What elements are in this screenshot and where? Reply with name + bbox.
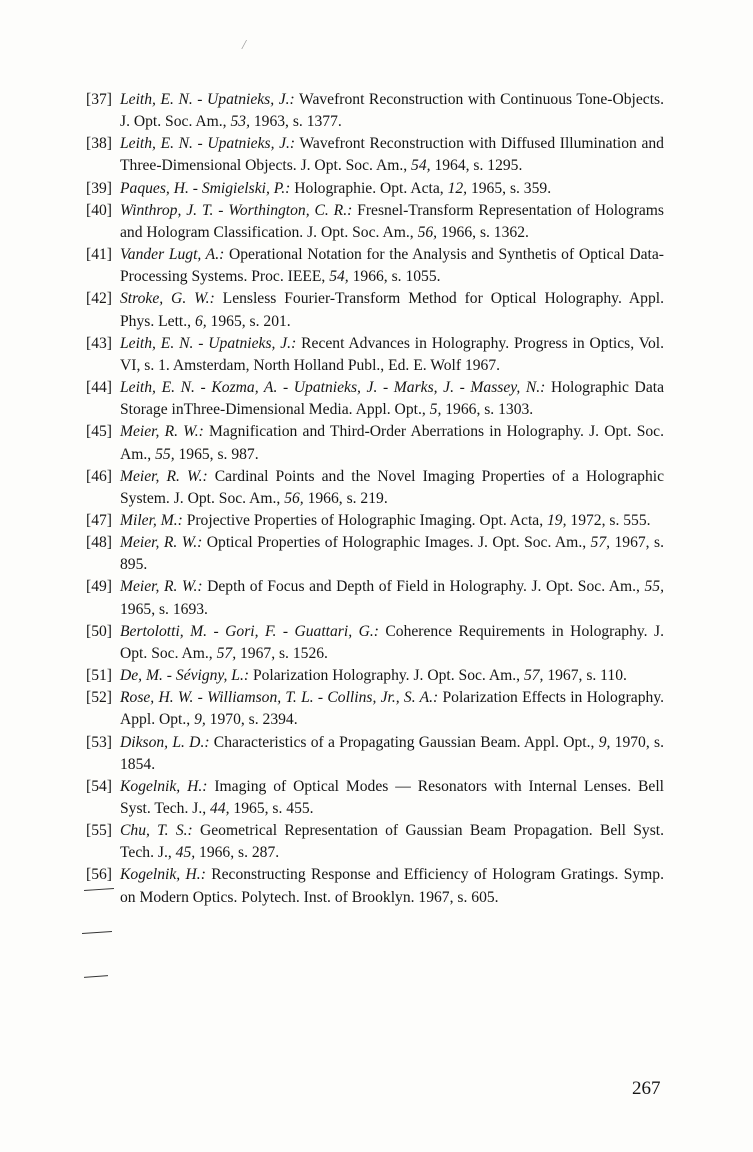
reference-number: [42] — [86, 290, 112, 308]
reference-volume: 12, — [447, 179, 468, 197]
reference-number: [53] — [86, 733, 112, 751]
reference-year-page: 1966, s. 287. — [195, 844, 280, 862]
reference-authors: Bertolotti, M. - Gori, F. - Guattari, G.: — [120, 622, 379, 640]
reference-volume: 54, — [329, 268, 349, 286]
reference-volume: 55, — [644, 578, 664, 596]
reference-title: Polarization Effects in Holography. Appl. Opt., — [120, 689, 664, 729]
reference-authors: Leith, E. N. - Kozma, A. - Upatnieks, J. - Marks, J. - Massey, N.: — [120, 379, 546, 397]
reference-entry — [86, 133, 664, 177]
reference-title: Imaging of Optical Modes — Resonators with Internal Lenses. Bell Syst. Tech. J., — [120, 777, 664, 817]
reference-title: Holographie. Opt. Acta, — [290, 179, 448, 197]
reference-title: Reconstructing Response and Efficiency of Hologram Gratings. Symp. on Modern Optics. Polytech. Inst. of Brooklyn. 1967, s. 605. — [120, 866, 664, 906]
reference-entry — [86, 377, 664, 421]
reference-volume: 57, — [523, 667, 544, 685]
pencil-underline-54 — [82, 931, 112, 934]
reference-entry — [86, 532, 664, 576]
reference-year-page: 1963, s. 1377. — [249, 113, 342, 131]
reference-entry — [86, 466, 664, 510]
reference-authors: Paques, H. - Smigielski, P.: — [120, 179, 291, 197]
reference-entry — [86, 864, 664, 908]
pencil-underline-55 — [84, 975, 108, 978]
reference-volume: 44, — [210, 800, 230, 817]
reference-volume: 57, — [590, 534, 611, 552]
reference-entry — [86, 244, 664, 288]
reference-year-page: 1964, s. 1295. — [430, 157, 523, 175]
reference-year-page: 1965, s. 455. — [229, 800, 314, 817]
reference-title: Optical Properties of Holographic Images. J. Opt. Soc. Am., — [202, 534, 591, 552]
reference-number: [46] — [86, 467, 112, 485]
reference-year-page: 1965, s. 359. — [467, 179, 552, 197]
reference-title: Coherence Requirements in Holography. J. Opt. Soc. Am., — [120, 622, 664, 662]
reference-number: [51] — [86, 667, 112, 685]
reference-authors: Dikson, L. D.: — [120, 733, 210, 751]
reference-entry — [86, 621, 664, 665]
reference-entry — [86, 178, 664, 200]
reference-volume: 56, — [417, 223, 438, 241]
reference-year-page: 1970, s. 1854. — [120, 733, 664, 773]
reference-entry — [86, 421, 664, 465]
reference-entry — [86, 820, 664, 864]
reference-title: Polarization Holography. J. Opt. Soc. Am., — [249, 667, 524, 685]
reference-title: Cardinal Points and the Novel Imaging Properties of a Holographic System. J. Opt. Soc. Am., — [120, 467, 665, 507]
reference-authors: Kogelnik, H.: — [120, 777, 208, 795]
reference-entry — [86, 576, 664, 620]
stray-pencil-mark: / — [242, 38, 246, 53]
reference-authors: Leith, E. N. - Upatnieks, J.: — [120, 334, 297, 352]
reference-year-page: 1966, s. 1303. — [441, 401, 534, 419]
reference-authors: Leith, E. N. - Upatnieks, J.: — [120, 135, 296, 153]
reference-authors: Meier, R. W.: — [120, 467, 208, 485]
reference-entry — [86, 776, 664, 820]
reference-number: [56] — [86, 866, 112, 884]
reference-number: [43] — [86, 334, 112, 352]
reference-year-page: 1972, s. 555. — [566, 511, 651, 529]
reference-number: [50] — [86, 622, 112, 640]
reference-title: Depth of Focus and Depth of Field in Holography. J. Opt. Soc. Am., — [202, 578, 645, 596]
reference-title: Lensless Fourier-Transform Method for Optical Holography. Appl. Phys. Lett., — [120, 290, 664, 330]
reference-title: Operational Notation for the Analysis and Synthetis of Optical Data-Processing Systems. Proc. IEEE, — [120, 246, 664, 286]
reference-volume: 53, — [230, 113, 250, 131]
reference-number: [37] — [86, 91, 112, 108]
reference-number: [40] — [86, 201, 112, 219]
reference-year-page: 1965, s. 201. — [206, 312, 291, 330]
reference-authors: Leith, E. N. - Upatnieks, J.: — [120, 91, 295, 108]
reference-title: Wavefront Reconstruction with Diffused Illumination and Three-Dimensional Objects. J. Opt. Soc. Am., — [120, 135, 664, 175]
reference-title: Geometrical Representation of Gaussian Beam Propagation. Bell Syst. Tech. J., — [120, 822, 664, 862]
reference-authors: Rose, H. W. - Williamson, T. L. - Collins, Jr., S. A.: — [120, 689, 439, 707]
reference-number: [55] — [86, 822, 112, 840]
reference-entry — [86, 687, 664, 731]
reference-number: [52] — [86, 689, 112, 707]
reference-year-page: 1965, s. 987. — [174, 445, 259, 463]
reference-authors: Chu, T. S.: — [120, 822, 193, 840]
reference-entry — [86, 665, 664, 687]
reference-year-page: 1966, s. 219. — [303, 489, 388, 507]
reference-authors: Meier, R. W.: — [120, 534, 203, 552]
reference-title: Magnification and Third-Order Aberrations in Holography. J. Opt. Soc. Am., — [120, 423, 664, 463]
reference-number: [38] — [86, 135, 112, 153]
reference-number: [48] — [86, 534, 112, 552]
reference-volume: 5, — [429, 401, 442, 419]
reference-number: [47] — [86, 511, 112, 529]
reference-number: [44] — [86, 379, 112, 397]
reference-entry — [86, 732, 664, 776]
reference-volume: 9, — [194, 711, 206, 729]
reference-number: [54] — [86, 777, 112, 795]
reference-entry — [86, 200, 664, 244]
reference-volume: 45, — [175, 844, 196, 862]
reference-year-page: 1967, s. 1526. — [236, 644, 328, 662]
reference-authors: Miler, M.: — [120, 511, 183, 529]
reference-authors: Vander Lugt, A.: — [120, 246, 225, 264]
reference-year-page: 1966, s. 1055. — [348, 268, 441, 286]
reference-year-page: 1966, s. 1362. — [437, 223, 529, 241]
reference-entry — [86, 89, 664, 133]
reference-title: Characteristics of a Propagating Gaussian Beam. Appl. Opt., — [209, 733, 599, 751]
reference-year-page: 1967, s. 110. — [543, 667, 627, 685]
reference-entry — [86, 510, 664, 532]
reference-entry — [86, 333, 664, 377]
reference-volume: 55, — [155, 445, 175, 463]
reference-volume: 19, — [547, 511, 567, 529]
reference-title: Recent Advances in Holography. Progress in Optics, Vol. VI, s. 1. Amsterdam, North Holland Publ., Ed. E. Wolf 1967. — [120, 334, 664, 374]
reference-number: [45] — [86, 423, 112, 441]
reference-number: [41] — [86, 246, 112, 264]
reference-volume: 54, — [411, 157, 431, 175]
reference-volume: 57, — [216, 644, 237, 662]
page-number: 267 — [632, 1078, 661, 1099]
reference-title: Fresnel-Transform Representation of Holograms and Hologram Classification. J. Opt. Soc. Am., — [120, 201, 665, 241]
reference-authors: Meier, R. W.: — [120, 423, 204, 441]
reference-list — [86, 89, 664, 909]
reference-volume: 9, — [598, 733, 611, 751]
reference-authors: Stroke, G. W.: — [120, 290, 215, 308]
reference-authors: Winthrop, J. T. - Worthington, C. R.: — [120, 201, 353, 219]
reference-number: [39] — [86, 179, 112, 197]
reference-year-page: 1965, s. 1693. — [120, 600, 208, 618]
reference-entry — [86, 288, 664, 332]
reference-title: Wavefront Reconstruction with Continuous Tone-Objects. J. Opt. Soc. Am., — [120, 91, 664, 131]
reference-authors: Meier, R. W.: — [120, 578, 203, 596]
reference-year-page: 1967, s. 895. — [120, 534, 664, 574]
reference-volume: 56, — [284, 489, 304, 507]
reference-title: Holographic Data Storage inThree-Dimensional Media. Appl. Opt., — [120, 379, 664, 419]
reference-number: [49] — [86, 578, 112, 596]
reference-authors: Kogelnik, H.: — [120, 866, 206, 884]
reference-authors: De, M. - Sévigny, L.: — [120, 667, 250, 685]
reference-year-page: 1970, s. 2394. — [205, 711, 298, 729]
reference-title: Projective Properties of Holographic Imaging. Opt. Acta, — [182, 511, 547, 529]
reference-volume: 6, — [194, 312, 207, 330]
